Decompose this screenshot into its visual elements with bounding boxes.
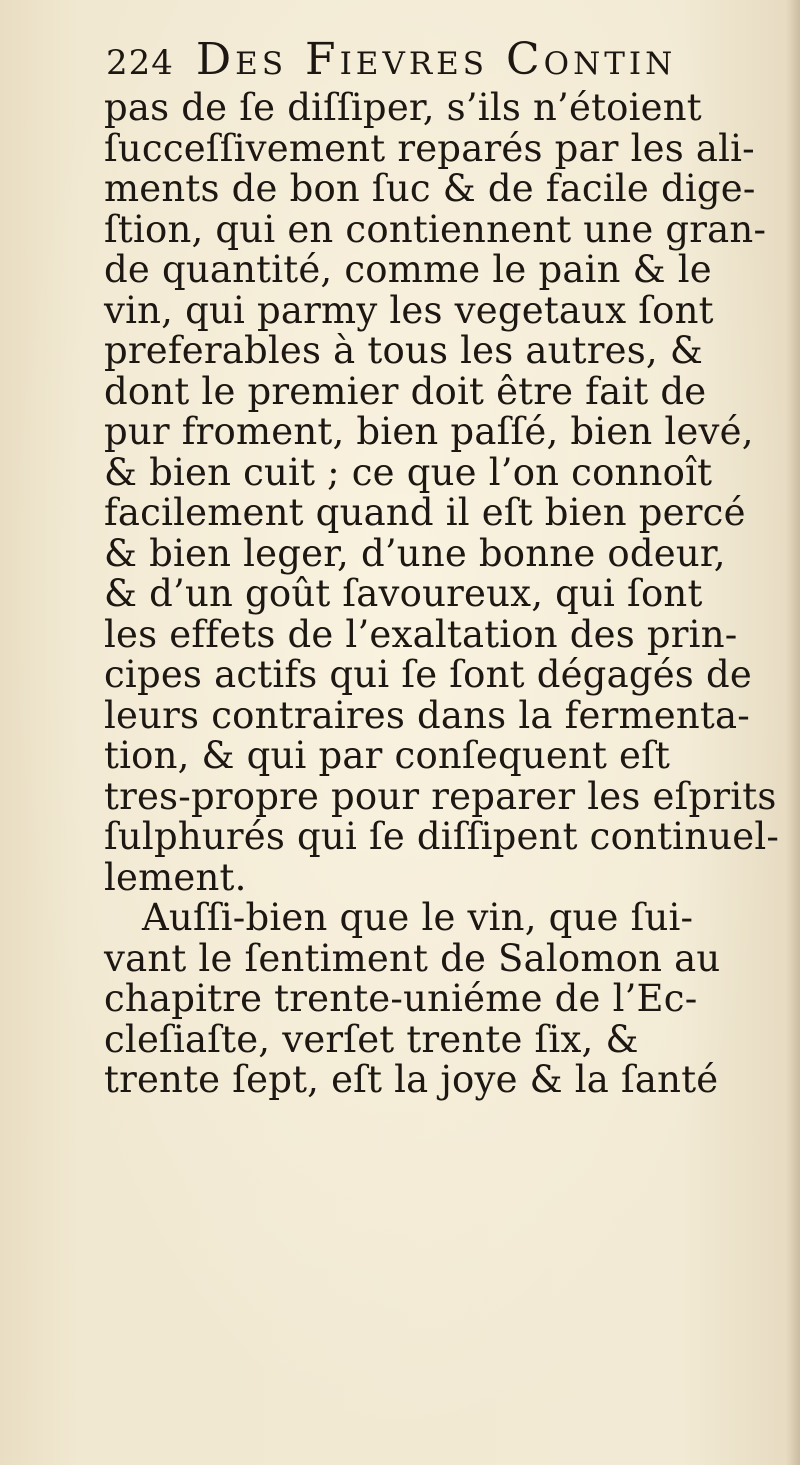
- text-line: tion, & qui par conſequent eſt: [104, 734, 671, 777]
- text-line: tres-propre pour reparer les eſprits: [104, 774, 777, 818]
- text-line: de quantité, comme le pain & le: [104, 248, 712, 291]
- page-number: 224: [106, 43, 174, 83]
- text-line: cleſiaſte, verſet trente ſix, &: [104, 1017, 639, 1061]
- text-line: preferables à tous les autres, &: [104, 329, 703, 372]
- text-line: lement.: [104, 855, 247, 899]
- text-line: pas de ſe diſſiper, s’ils n’étoient: [104, 86, 702, 129]
- text-line: chapitre trente-uniéme de l’Ec-: [104, 977, 698, 1020]
- text-line: ſtion, qui en contiennent une gran-: [104, 207, 767, 251]
- running-head: [106, 34, 796, 94]
- text-line: pur froment, bien paſſé, bien levé,: [104, 410, 754, 453]
- text-line: & bien cuit ; ce que l’on connoît: [104, 450, 713, 494]
- text-line: Auſſi-bien que le vin, que ſui-: [142, 896, 694, 939]
- text-line: trente ſept, eſt la joye & la ſanté: [104, 1058, 719, 1101]
- body-text: [104, 88, 794, 1101]
- text-line: ſulphurés qui ſe diſſipent continuel-: [104, 815, 780, 858]
- text-line: cipes actifs qui ſe ſont dégagés de: [104, 653, 752, 696]
- text-line: & d’un goût ſavoureux, qui ſont: [104, 572, 703, 615]
- text-line: facilement quand il eſt bien percé: [104, 491, 746, 534]
- text-line: & bien leger, d’une bonne odeur,: [104, 531, 726, 575]
- running-title: Des Fievres Contin: [195, 34, 677, 85]
- text-line: vant le ſentiment de Salomon au: [104, 936, 721, 980]
- text-line: leurs contraires dans la fermenta-: [104, 693, 750, 737]
- text-line: dont le premier doit être fait de: [104, 369, 707, 413]
- text-line: les effets de l’exaltation des prin-: [104, 612, 738, 656]
- text-line: vin, qui parmy les vegetaux ſont: [104, 288, 714, 332]
- text-line: ſucceſſivement reparés par les ali-: [104, 126, 755, 170]
- text-line: ments de bon ſuc & de facile dige-: [104, 167, 756, 210]
